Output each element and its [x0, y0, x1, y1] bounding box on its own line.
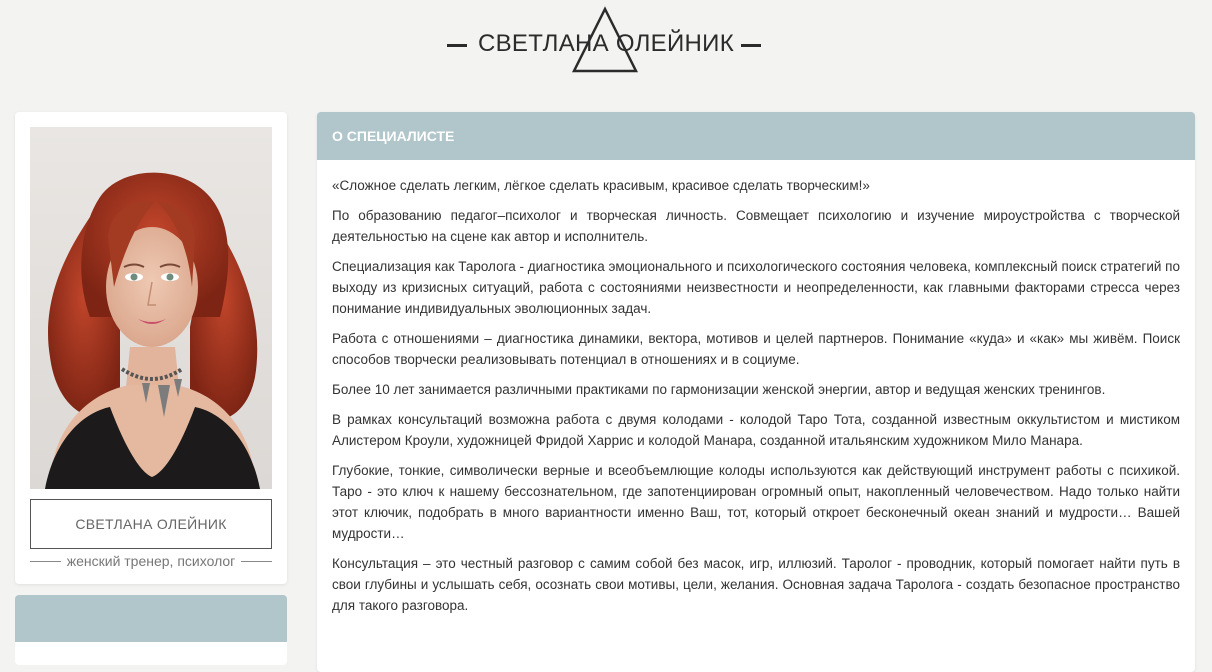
site-header: [0, 0, 1212, 100]
about-paragraph: Специализация как Таролога - диагностика эмоционального и психологического состояния человека, комплексный поиск стратегий по выходу из кризисных ситуаций, работа с состояниями неизвестности и неопределенности, как главными факторами стресса через понимание индивидуальных эволюционных задач.: [332, 259, 1180, 316]
divider-right: [241, 561, 272, 562]
logo-dash-right: [741, 44, 761, 47]
about-paragraph: Работа с отношениями – диагностика динамики, вектора, мотивов и целей партнеров. Понимание «куда» и «как» мы живём. Поиск способов творчески реализовывать потенциал в отношениях и в социуме.: [332, 331, 1180, 367]
profile-role: [30, 552, 272, 570]
about-body: [317, 160, 1195, 616]
about-paragraph: Глубокие, тонкие, символически верные и всеобъемлющие колоды используются как действующий инструмент работы с психикой. Таро - это ключ к нашему бессознательном, где запотенциирован огромный опыт, накопленный человечеством. Надо только найти этот ключик, подобрать в много вариантности именно Ваш, тот, который откроет бесконечный океан знаний и мудрости… Вашей мудрости…: [332, 463, 1180, 541]
logo-dash-left: [447, 44, 467, 47]
about-panel: [317, 112, 1195, 672]
profile-role-text: женский тренер, психолог: [66, 553, 236, 569]
profile-card: [15, 112, 287, 584]
about-paragraph: По образованию педагог–психолог и творческая личность. Совмещает психологию и изучение мироустройства с творческой деятельностью на сцене как автор и исполнитель.: [332, 208, 1180, 244]
about-paragraph: «Сложное сделать легким, лёгкое сделать красивым, красивое сделать творческим!»: [332, 178, 870, 193]
about-paragraph: В рамках консультаций возможна работа с двумя колодами - колодой Таро Тота, созданной известным оккультистом и мистиком Алистером Кроули, художницей Фридой Харрис и колодой Манара, созданной итальянским художником Мило Манара.: [332, 412, 1180, 448]
about-heading: О СПЕЦИАЛИСТЕ: [317, 112, 1195, 160]
divider-left: [30, 561, 61, 562]
secondary-card-header: [15, 595, 287, 642]
about-paragraph: Более 10 лет занимается различными практиками по гармонизации женской энергии, автор и ведущая женских тренингов.: [332, 382, 1106, 397]
profile-name-button[interactable]: СВЕТЛАНА ОЛЕЙНИК: [30, 499, 272, 549]
site-title[interactable]: СВЕТЛАНА ОЛЕЙНИК: [477, 30, 734, 57]
profile-photo: [30, 127, 272, 489]
about-paragraph: Консультация – это честный разговор с самим собой без масок, игр, иллюзий. Таролог - проводник, который помогает найти путь в свои глубины и услышать себя, осознать свои мотивы, цели, желания. Основная задача Таролога - создать безопасное пространство для такого разговора.: [332, 556, 1180, 613]
